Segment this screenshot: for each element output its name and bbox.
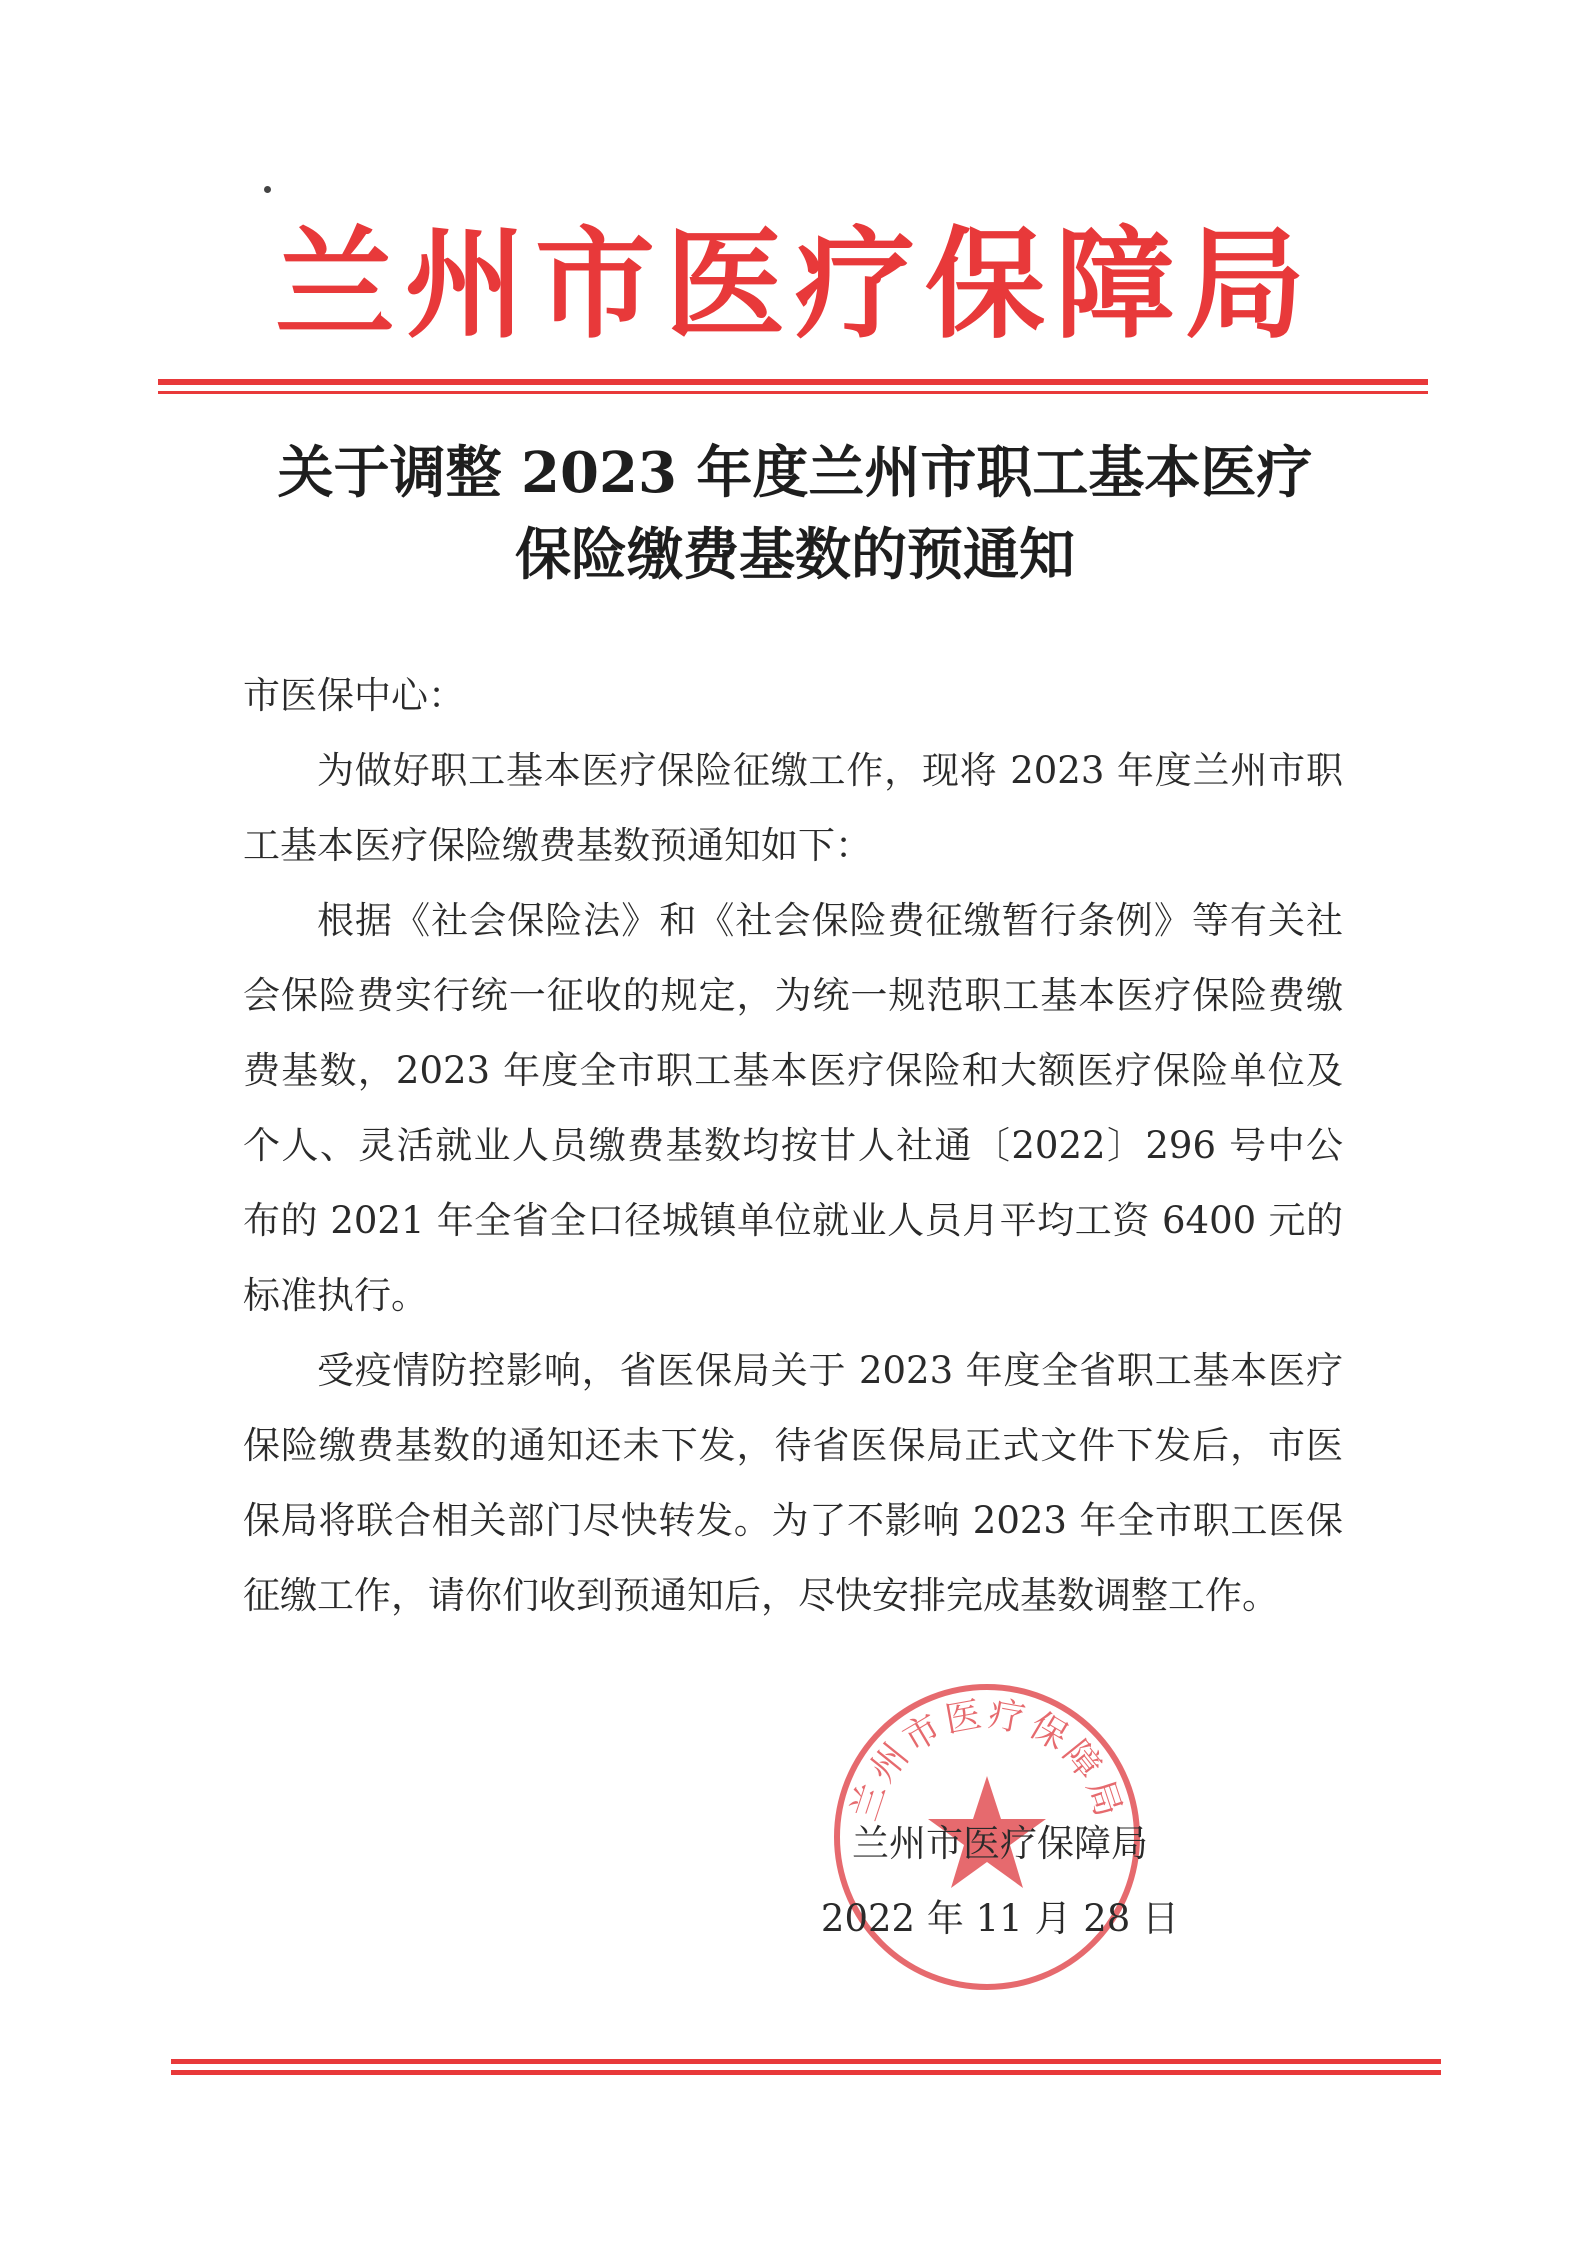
paragraph-3: 受疫情防控影响，省医保局关于 2023 年度全省职工基本医疗保险缴费基数的通知还未下发，待省医保局正式文件下发后，市医保局将联合相关部门尽快转发。为了不影响 2023 年全市职工医保征缴工作，请你们收到预通知后，尽快安排完成基数调整工作。 [243, 1349, 1343, 1617]
footer-rule-1 [171, 2059, 1441, 2064]
salutation: 市医保中心： [243, 674, 465, 717]
signature-block [800, 1806, 1200, 1956]
masthead-rule-thick [158, 379, 1428, 385]
masthead-title: 兰州市医疗保障局 [275, 214, 1315, 355]
seal-text: 兰州市医疗保障局 [843, 1693, 1131, 1826]
paragraph-2: 根据《社会保险法》和《社会保险费征缴暂行条例》等有关社会保险费实行统一征收的规定，为统一规范职工基本医疗保险费缴费基数，2023 年度全市职工基本医疗保险和大额医疗保险单位及个人、灵活就业人员缴费基数均按甘人社通〔2022〕296 号中公布的 2021 年全省全口径城镇单位就业人员月平均工资 6400 元的标准执行。 [243, 899, 1343, 1317]
document-body [243, 658, 1343, 1633]
page-mark [264, 186, 271, 193]
document-title [200, 432, 1390, 596]
paragraph-1: 为做好职工基本医疗保险征缴工作，现将 2023 年度兰州市职工基本医疗保险缴费基数预通知如下： [243, 749, 1343, 867]
signature-date: 2022 年 11 月 28 日 [820, 1897, 1180, 1940]
document-title-line-2: 保险缴费基数的预通知 [515, 522, 1075, 588]
signature-agency: 兰州市医疗保障局 [852, 1822, 1148, 1865]
footer-rule-2 [171, 2070, 1441, 2075]
masthead-rule-thin [158, 391, 1428, 394]
document-title-line-1: 关于调整 2023 年度兰州市职工基本医疗 [277, 440, 1313, 506]
